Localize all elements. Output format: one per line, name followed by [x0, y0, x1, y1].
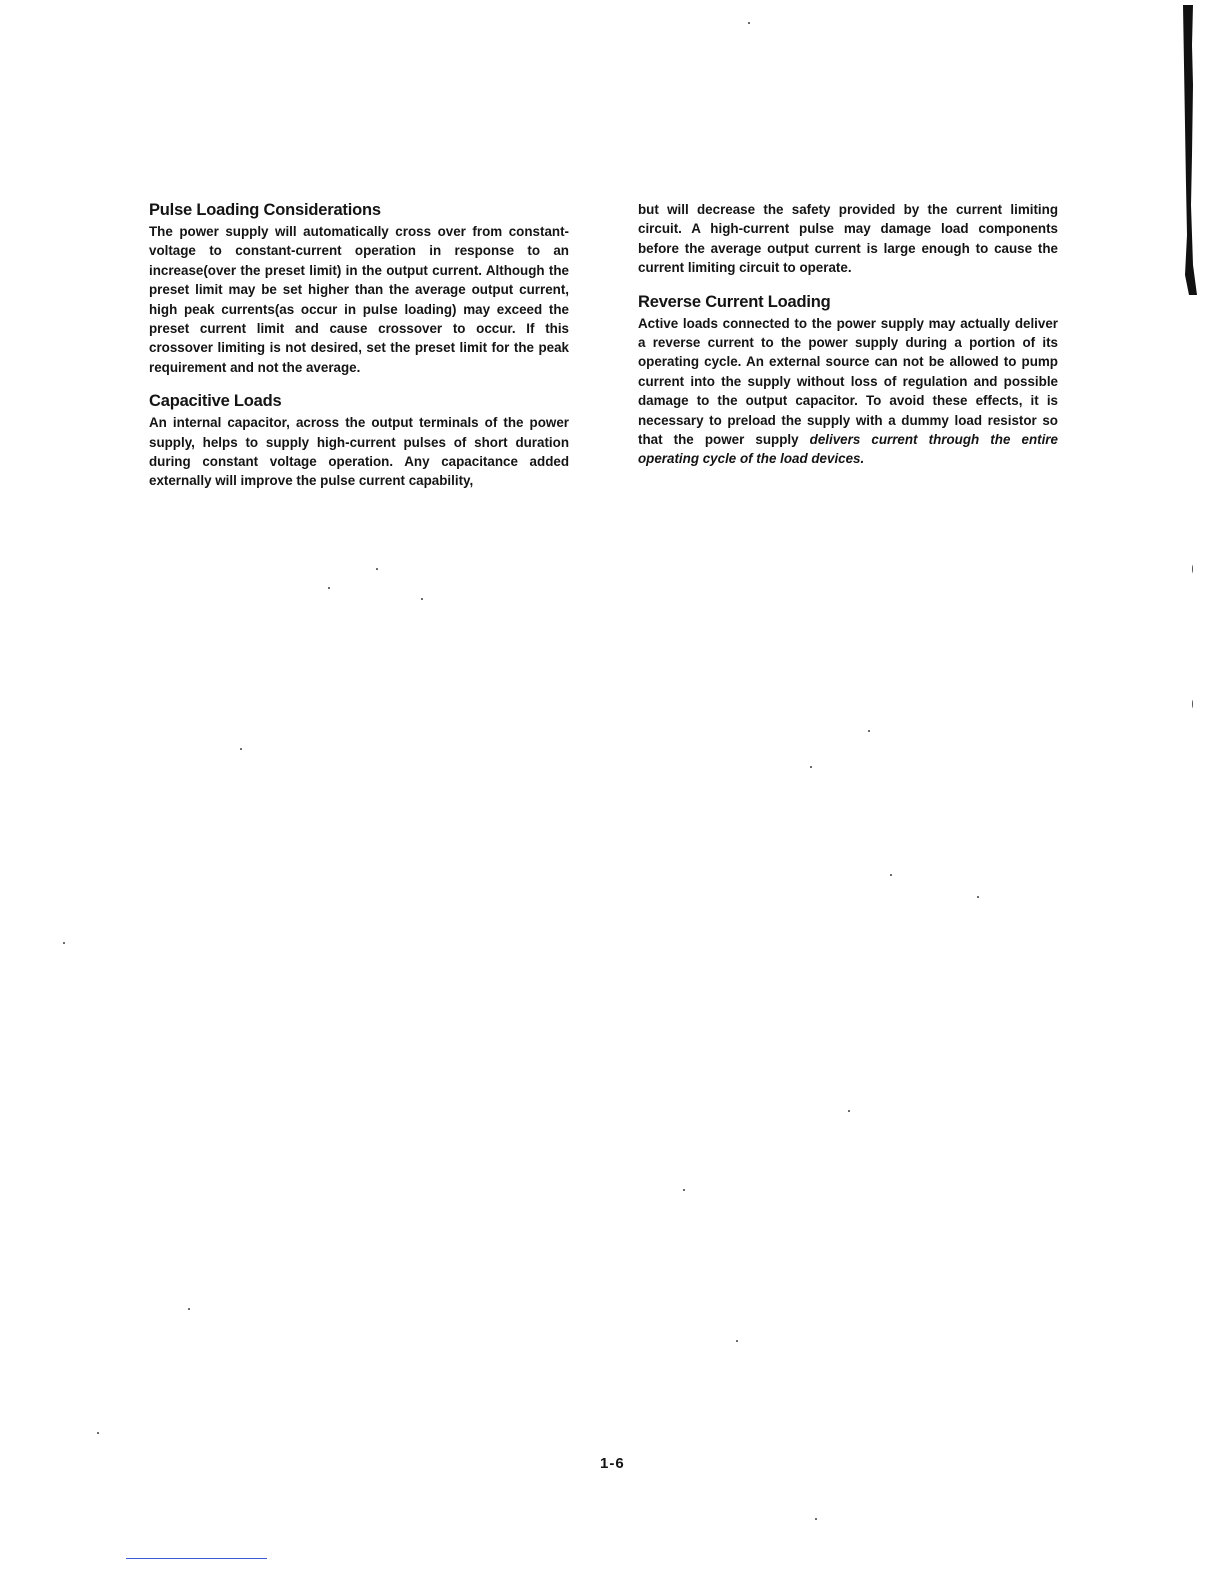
- scan-speck: [848, 1110, 850, 1112]
- reverse-current-paragraph: [638, 314, 1058, 469]
- reverse-current-text: Active loads connected to the power supply may actually deliver a reverse current to the power supply during a portion of its operating cycle. An external source can not be allowed to pump current into the supply without loss of regulation and possible damage to the output capacitor. To avoid these effects, it is necessary to preload the supply with a dummy load resistor so that the power supply: [638, 315, 1058, 448]
- scan-speck: [683, 1189, 685, 1191]
- capacitive-loads-heading: Capacitive Loads: [149, 392, 282, 411]
- scan-speck: [736, 1340, 738, 1342]
- scan-speck: [376, 568, 378, 570]
- right-column: [638, 200, 1058, 483]
- scan-speck: [815, 1518, 817, 1520]
- scan-speck: [890, 874, 892, 876]
- scan-speck: [63, 942, 65, 944]
- scan-speck: [977, 896, 979, 898]
- left-column: [149, 200, 569, 505]
- scan-speck: [810, 766, 812, 768]
- scan-speck: [240, 748, 242, 750]
- reverse-current-heading: Reverse Current Loading: [638, 292, 831, 311]
- capacitive-loads-paragraph: An internal capacitor, across the output terminals of the power supply, helps to supply high-current pulses of short duration during constant voltage operation. Any capacitance added externally will improve the pulse current capability,: [149, 415, 569, 489]
- footer-rule: [126, 1558, 267, 1559]
- scan-speck: [868, 730, 870, 732]
- continued-paragraph: but will decrease the safety provided by the current limiting circuit. A high-current pulse may damage load components before the average output current is large enough to cause the current limiting circuit to operate.: [638, 202, 1058, 276]
- scan-speck: [1192, 700, 1193, 708]
- scan-speck: [1192, 565, 1193, 573]
- scan-edge-mark: [1181, 5, 1197, 295]
- page-number: 1-6: [600, 1455, 625, 1472]
- reverse-current-italic-text: delivers current through the entire operating cycle of the load devices.: [638, 432, 1058, 467]
- scan-speck: [421, 598, 423, 600]
- scan-speck: [328, 587, 330, 589]
- pulse-loading-paragraph: The power supply will automatically cross over from constant-voltage to constant-current operation in response to an increase(over the preset limit) in the output current. Although the preset limit may be set higher than the average output current, high peak currents(as occur in pulse loading) may exceed the preset current limit and cause crossover to occur. If this crossover limiting is not desired, set the preset limit for the peak requirement and not the average.: [149, 224, 569, 375]
- scan-speck: [188, 1308, 190, 1310]
- scan-speck: [97, 1432, 99, 1434]
- scan-speck: [748, 22, 750, 24]
- pulse-loading-heading: Pulse Loading Considerations: [149, 201, 381, 219]
